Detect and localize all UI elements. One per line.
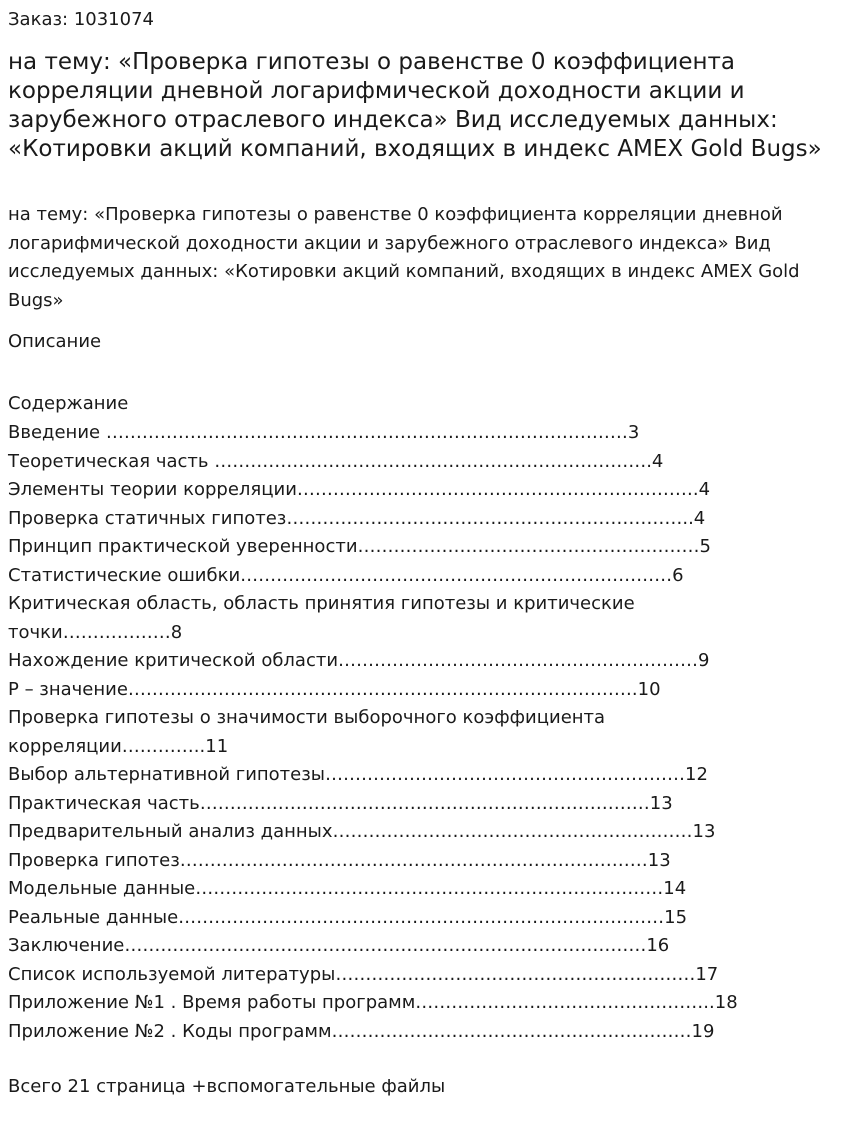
toc-item: Практическая часть…………………………………………………………………13: [8, 792, 673, 814]
document-subtitle: на тему: «Проверка гипотезы о равенстве 0 коэффициента корреляции дневной логарифмической доходности акции и зарубежного отраслевого индекса» Вид исследуемых данных: «Котировки акций компаний, входящих в индекс AMEX Gold Bugs»: [8, 204, 800, 311]
toc-item: Приложение №1 . Время работы программ…………………………………………..18: [8, 992, 738, 1013]
toc-title: Содержание: [8, 393, 129, 414]
order-number: Заказ: 1031074: [8, 9, 154, 30]
toc-item: Приложение №2 . Коды программ……………………………………………………19: [8, 1020, 715, 1042]
table-of-contents: [8, 419, 838, 1046]
toc-item: Реальные данные………………………………………………………………………15: [8, 906, 688, 928]
toc-item: Нахождение критической области……………………………………………………9: [8, 650, 710, 671]
toc-item: Модельные данные……………………………………………………………………14: [8, 878, 687, 899]
toc-item: Проверка гипотез……………………………………………………………………13: [8, 849, 671, 871]
toc-item: Предварительный анализ данных……………………………………………………13: [8, 821, 716, 842]
toc-item: P – значение………………………………………………………………………….10: [8, 678, 661, 700]
toc-item: Заключение……………………………………………………………………………16: [8, 935, 670, 956]
toc-item: Статистические ошибки………………………………………………………………6: [8, 564, 684, 586]
toc-item: Введение ……………………………………………………………………………3: [8, 422, 640, 443]
toc-item: Выбор альтернативной гипотезы……………………………………………………12: [8, 764, 708, 785]
toc-item: Принцип практической уверенности…………………………………………………5: [8, 536, 711, 557]
total-pages-note: Всего 21 страница +вспомогательные файлы: [8, 1076, 446, 1097]
toc-item: Список используемой литературы……………………………………………………17: [8, 963, 719, 985]
toc-item: Проверка статичных гипотез…………………………………………………………..4: [8, 507, 706, 529]
toc-item: Критическая область, область принятия гипотезы и критические точки………………8: [8, 593, 635, 643]
toc-item: Элементы теории корреляции………………………………………………………….4: [8, 479, 711, 500]
description-label: Описание: [8, 331, 102, 352]
toc-item: Проверка гипотезы о значимости выборочного коэффициента корреляции…………..11: [8, 707, 606, 757]
toc-item: Теоретическая часть ……………………………………………………………….4: [8, 450, 664, 472]
document-heading: на тему: «Проверка гипотезы о равенстве 0 коэффициента корреляции дневной логарифмической доходности акции и зарубежного отраслевого индекса» Вид исследуемых данных: «Котировки акций компаний, входящих в индекс AMEX Gold Bugs»: [8, 49, 822, 162]
